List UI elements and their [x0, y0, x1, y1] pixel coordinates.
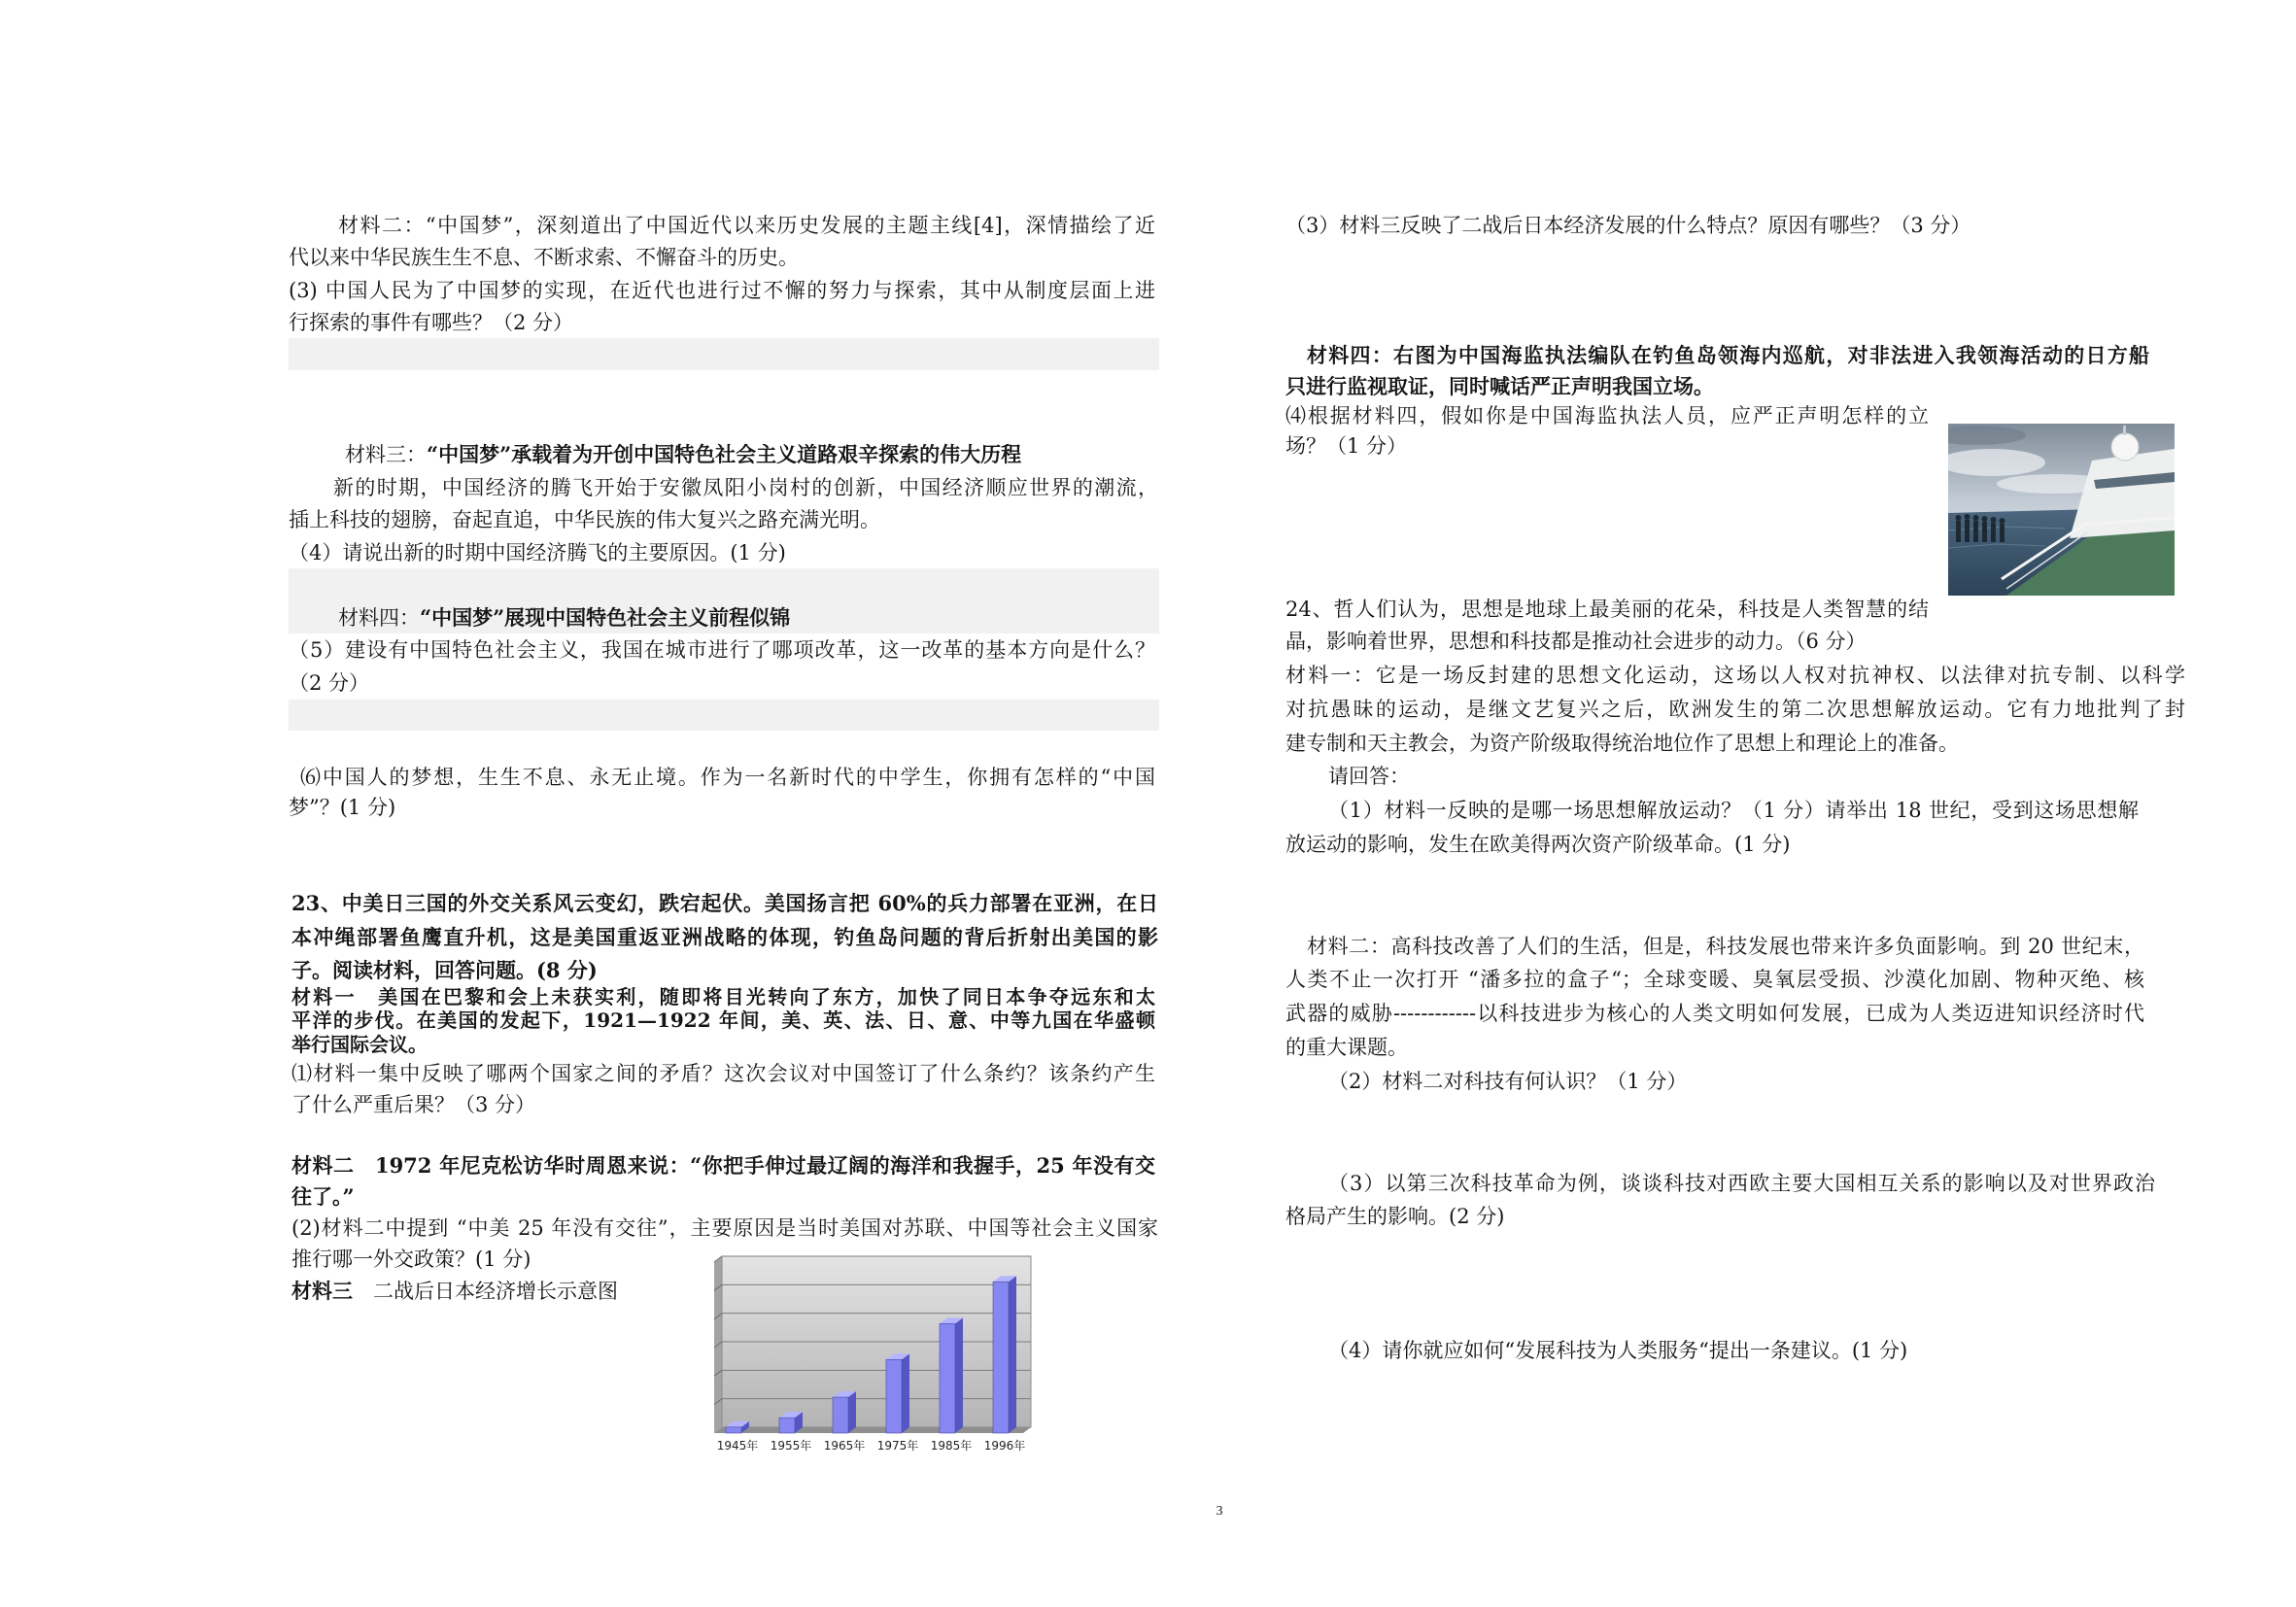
bar-side	[848, 1391, 856, 1433]
q24-sub1-line: 放运动的影响，发生在欧美得两次资产阶级革命。(1 分)	[1285, 833, 1791, 856]
q24-intro-line: 晶，影响着世界，思想和科技都是推动社会进步的动力。（6 分）	[1285, 630, 1867, 653]
q23-material4-line: 材料四：右图为中国海监执法编队在钓鱼岛领海内巡航，对非法进入我领海活动的日方船	[1307, 343, 2149, 367]
bar	[940, 1323, 955, 1433]
q22-sub3-line: (3) 中国人民为了中国梦的实现，在近代也进行过不懈的努力与探索，其中从制度层面上进	[289, 279, 1155, 302]
q24-sub4: （4）请你就应如何“发展科技为人类服务“提出一条建议。(1 分)	[1328, 1339, 1908, 1362]
q24-material2-line: 的重大课题。	[1285, 1036, 1408, 1059]
q24-material2-line: 武器的威胁------------以科技进步为核心的人类文明如何发展，已成为人类迈进知识经济时代	[1285, 1002, 2144, 1025]
page-number: 3	[1216, 1504, 1223, 1519]
bar-side	[955, 1317, 963, 1433]
material-label: 材料四：	[338, 606, 420, 630]
q23-intro-line: 23、中美日三国的外交关系风云变幻，跌宕起伏。美国扬言把 60%的兵力部署在亚洲，在日	[291, 891, 1158, 915]
q24-material2-line: 材料二：高科技改善了人们的生活，但是，科技发展也带来许多负面影响。到 20 世纪末，	[1307, 935, 2144, 958]
bar-side	[902, 1353, 909, 1433]
q24-sub1-line: （1）材料一反映的是哪一场思想解放运动？（1 分）请举出 18 世纪，受到这场思想解	[1328, 799, 2139, 822]
bar	[833, 1397, 848, 1433]
q23-material2-line: 材料二 1972 年尼克松访华时周恩来说：“你把手伸过最辽阔的海洋和我握手，25 年没有交	[291, 1153, 1155, 1178]
bar	[726, 1427, 741, 1433]
q23-material1-line: 平洋的步伐。在美国的发起下，1921—1922 年间，美、英、法、日、意、中等九国在华盛顿	[291, 1009, 1155, 1032]
q22-material3-line: 插上科技的翅膀，奋起直追，中华民族的伟大复兴之路充满光明。	[289, 508, 880, 531]
q22-sub5-line: （2 分）	[289, 671, 370, 695]
radar-dome	[2111, 433, 2139, 461]
x-tick-label: 1945年	[716, 1439, 759, 1453]
q23-material3-caption	[291, 1276, 618, 1307]
q24-material1-line: 材料一：它是一场反封建的思想文化运动，这场以人权对抗神权、以法律对抗专制、以科学	[1285, 664, 2185, 687]
q23-sub4-line: ⑷根据材料四，假如你是中国海监执法人员，应严正声明怎样的立	[1285, 404, 1929, 427]
q24-intro-line: 24、哲人们认为，思想是地球上最美丽的花朵，科技是人类智慧的结	[1285, 598, 1929, 621]
material-heading-text: “中国梦”展现中国特色社会主义前程似锦	[420, 605, 791, 630]
q24-sub3-line: （3）以第三次科技革命为例，谈谈科技对西欧主要大国相互关系的影响以及对世界政治	[1328, 1172, 2155, 1195]
chart-floor	[714, 1427, 1031, 1433]
q22-material2-line: 代以来中华民族生生不息、不断求索、不懈奋斗的历史。	[289, 246, 799, 269]
mast	[2123, 426, 2126, 435]
q23-sub3: （3）材料三反映了二战后日本经济发展的什么特点？原因有哪些？（3 分）	[1285, 214, 1971, 237]
q24-sub2: （2）材料二对科技有何认识？（1 分）	[1328, 1070, 1688, 1093]
q22-sub6-line: ⑹中国人的梦想，生生不息、永无止境。作为一名新时代的中学生，你拥有怎样的“中国	[300, 766, 1155, 789]
bar-side	[1009, 1276, 1016, 1433]
q22-sub4: （4）请说出新的时期中国经济腾飞的主要原因。(1 分)	[289, 541, 786, 564]
bar	[993, 1282, 1009, 1433]
x-tick-label: 1965年	[823, 1439, 866, 1453]
q22-material4-heading	[338, 602, 790, 633]
q22-sub6-line: 梦”？(1 分)	[289, 796, 396, 819]
x-tick-label: 1985年	[930, 1439, 973, 1453]
figure-caption: 二战后日本经济增长示意图	[373, 1280, 618, 1303]
q23-sub1-line: ⑴材料一集中反映了哪两个国家之间的矛盾？这次会议对中国签订了什么条约？该条约产生	[291, 1062, 1155, 1085]
q23-intro-line: 本冲绳部署鱼鹰直升机，这是美国重返亚洲战略的体现，钓鱼岛问题的背后折射出美国的影	[291, 925, 1158, 949]
q23-material1-line: 举行国际会议。	[291, 1033, 428, 1056]
japan-economy-bar-chart	[706, 1248, 1033, 1454]
q24-sub3-line: 格局产生的影响。(2 分)	[1285, 1205, 1505, 1228]
q22-sub5-line: （5）建设有中国特色社会主义，我国在城市进行了哪项改革，这一改革的基本方向是什么？	[289, 638, 1155, 662]
x-tick-label: 1955年	[770, 1439, 812, 1453]
bar	[779, 1418, 795, 1433]
q23-material2-line: 往了。”	[291, 1184, 355, 1209]
x-tick-label: 1996年	[983, 1439, 1026, 1453]
q23-sub1-line: 了什么严重后果？（3 分）	[291, 1093, 536, 1116]
q22-material3-line: 新的时期，中国经济的腾飞开始于安徽凤阳小岗村的创新，中国经济顺应世界的潮流，	[333, 476, 1158, 499]
answer-space-band	[289, 338, 1159, 370]
q23-sub2-line: (2)材料二中提到 “中美 25 年没有交往”，主要原因是当时美国对苏联、中国等社会主义国家	[291, 1216, 1158, 1240]
q24-material1-line: 对抗愚昧的运动，是继文艺复兴之后，欧洲发生的第二次思想解放运动。它有力地批判了封	[1285, 698, 2185, 721]
q22-material2-line: 材料二：“中国梦”，深刻道出了中国近代以来历史发展的主题主线[4]，深情描绘了近	[338, 214, 1155, 237]
patrol-ship-photo	[1948, 424, 2175, 596]
material-label: 材料三	[291, 1279, 353, 1303]
answer-space-band	[289, 700, 1159, 731]
q22-material3-heading	[345, 439, 1021, 470]
material-label: 材料三：	[345, 443, 427, 466]
material-heading-text: “中国梦”承载着为开创中国特色社会主义道路艰辛探索的伟大历程	[427, 442, 1022, 466]
q23-material1-line: 材料一 美国在巴黎和会上未获实利，随即将目光转向了东方，加快了同日本争夺远东和太	[291, 985, 1155, 1009]
bar	[886, 1359, 902, 1433]
q24-material2-line: 人类不止一次打开 “潘多拉的盒子“；全球变暖、臭氧层受损、沙漠化加剧、物种灭绝、核	[1285, 968, 2144, 991]
q24-material1-line: 建专制和天主教会，为资产阶级取得统治地位作了思想上和理论上的准备。	[1285, 732, 1959, 755]
x-tick-label: 1975年	[876, 1439, 919, 1453]
q23-sub2-line: 推行哪一外交政策？(1 分)	[291, 1248, 531, 1271]
q23-intro-line: 子。阅读材料，回答问题。(8 分)	[291, 958, 598, 982]
q22-sub3-line: 行探索的事件有哪些？（2 分）	[289, 311, 574, 334]
q24-prompt: 请回答：	[1328, 765, 1410, 788]
q23-material4-line: 只进行监视取证，同时喊话严正声明我国立场。	[1285, 374, 1714, 398]
q23-sub4-line: 场？（1 分）	[1285, 434, 1408, 458]
